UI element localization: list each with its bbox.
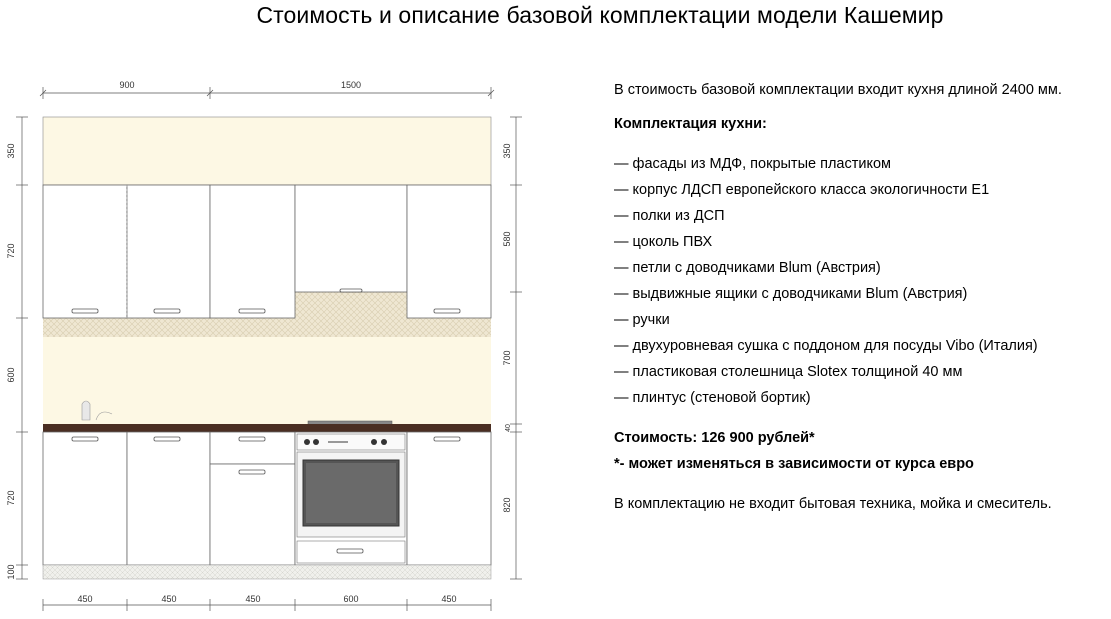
right-dim-label: 820 — [502, 497, 512, 513]
upper-cabinet-3 — [210, 185, 295, 318]
price-note: *- может изменяться в зависимости от курса евро — [614, 456, 974, 472]
kit-heading: Комплектация кухни: — [614, 116, 767, 132]
right-dim-label: 350 — [502, 143, 512, 159]
right-dim-label: 40 — [505, 424, 512, 432]
description-panel — [614, 80, 1109, 514]
oven-knob-icon — [304, 439, 310, 445]
oven — [297, 434, 405, 563]
lower-cabinet-2 — [127, 432, 210, 565]
left-dim-label: 350 — [6, 143, 16, 159]
bottom-dim-label: 450 — [245, 594, 261, 604]
lower-cabinets — [43, 432, 491, 565]
top-dim-label: 900 — [119, 80, 135, 90]
bottom-dimension-line — [43, 599, 491, 611]
bottom-dim-label: 450 — [77, 594, 93, 604]
feature-item: — петли с доводчиками Blum (Австрия) — [614, 260, 881, 276]
feature-item: — полки из ДСП — [614, 208, 725, 224]
bottom-dim-label: 600 — [343, 594, 359, 604]
right-dim-label: 700 — [502, 350, 512, 366]
feature-item: — фасады из МДФ, покрытые пластиком — [614, 156, 891, 172]
upper-cabinet-2 — [127, 185, 210, 318]
top-dimension-line — [40, 87, 494, 99]
lower-drawer-bottom — [210, 464, 295, 565]
feature-item: — ручки — [614, 312, 670, 328]
plinth — [43, 565, 491, 579]
upper-cabinet-5 — [407, 185, 491, 318]
feature-item: — двухуровневая сушка с поддоном для посуды Vibo (Италия) — [614, 338, 1038, 354]
feature-item: — цоколь ПВХ — [614, 234, 713, 250]
right-dim-label: 580 — [502, 231, 512, 247]
countertop — [43, 424, 491, 432]
feature-list — [614, 154, 1109, 414]
bottom-dim-label: 450 — [441, 594, 457, 604]
price-text: Стоимость: 126 900 рублей* — [614, 430, 815, 446]
feature-item: — плинтус (стеновой бортик) — [614, 390, 811, 406]
intro-text: В стоимость базовой комплектации входит кухня длиной 2400 мм. — [614, 82, 1062, 98]
left-dimension-line — [16, 117, 28, 579]
left-dim-label: 720 — [6, 490, 16, 506]
upper-cabinets — [43, 185, 491, 318]
feature-item: — корпус ЛДСП европейского класса экологичности Е1 — [614, 182, 990, 198]
bottom-dim-label: 450 — [161, 594, 177, 604]
left-dim-label: 720 — [6, 243, 16, 259]
upper-cabinet-1 — [43, 185, 127, 318]
feature-item: — пластиковая столешница Slotex толщиной 40 мм — [614, 364, 963, 380]
left-dim-label: 100 — [6, 564, 16, 580]
upper-cabinet-4-dryer — [295, 185, 407, 292]
top-dim-label: 1500 — [340, 80, 362, 90]
left-dim-label: 600 — [6, 367, 16, 383]
excluded-note: В комплектацию не входит бытовая техника, мойка и смеситель. — [614, 496, 1052, 512]
feature-item: — выдвижные ящики с доводчиками Blum (Австрия) — [614, 286, 968, 302]
lower-cabinet-5 — [407, 432, 491, 565]
wall-top — [43, 117, 491, 185]
page-title: Стоимость и описание базовой комплектации модели Кашемир — [256, 2, 944, 28]
lower-cabinet-1 — [43, 432, 127, 565]
